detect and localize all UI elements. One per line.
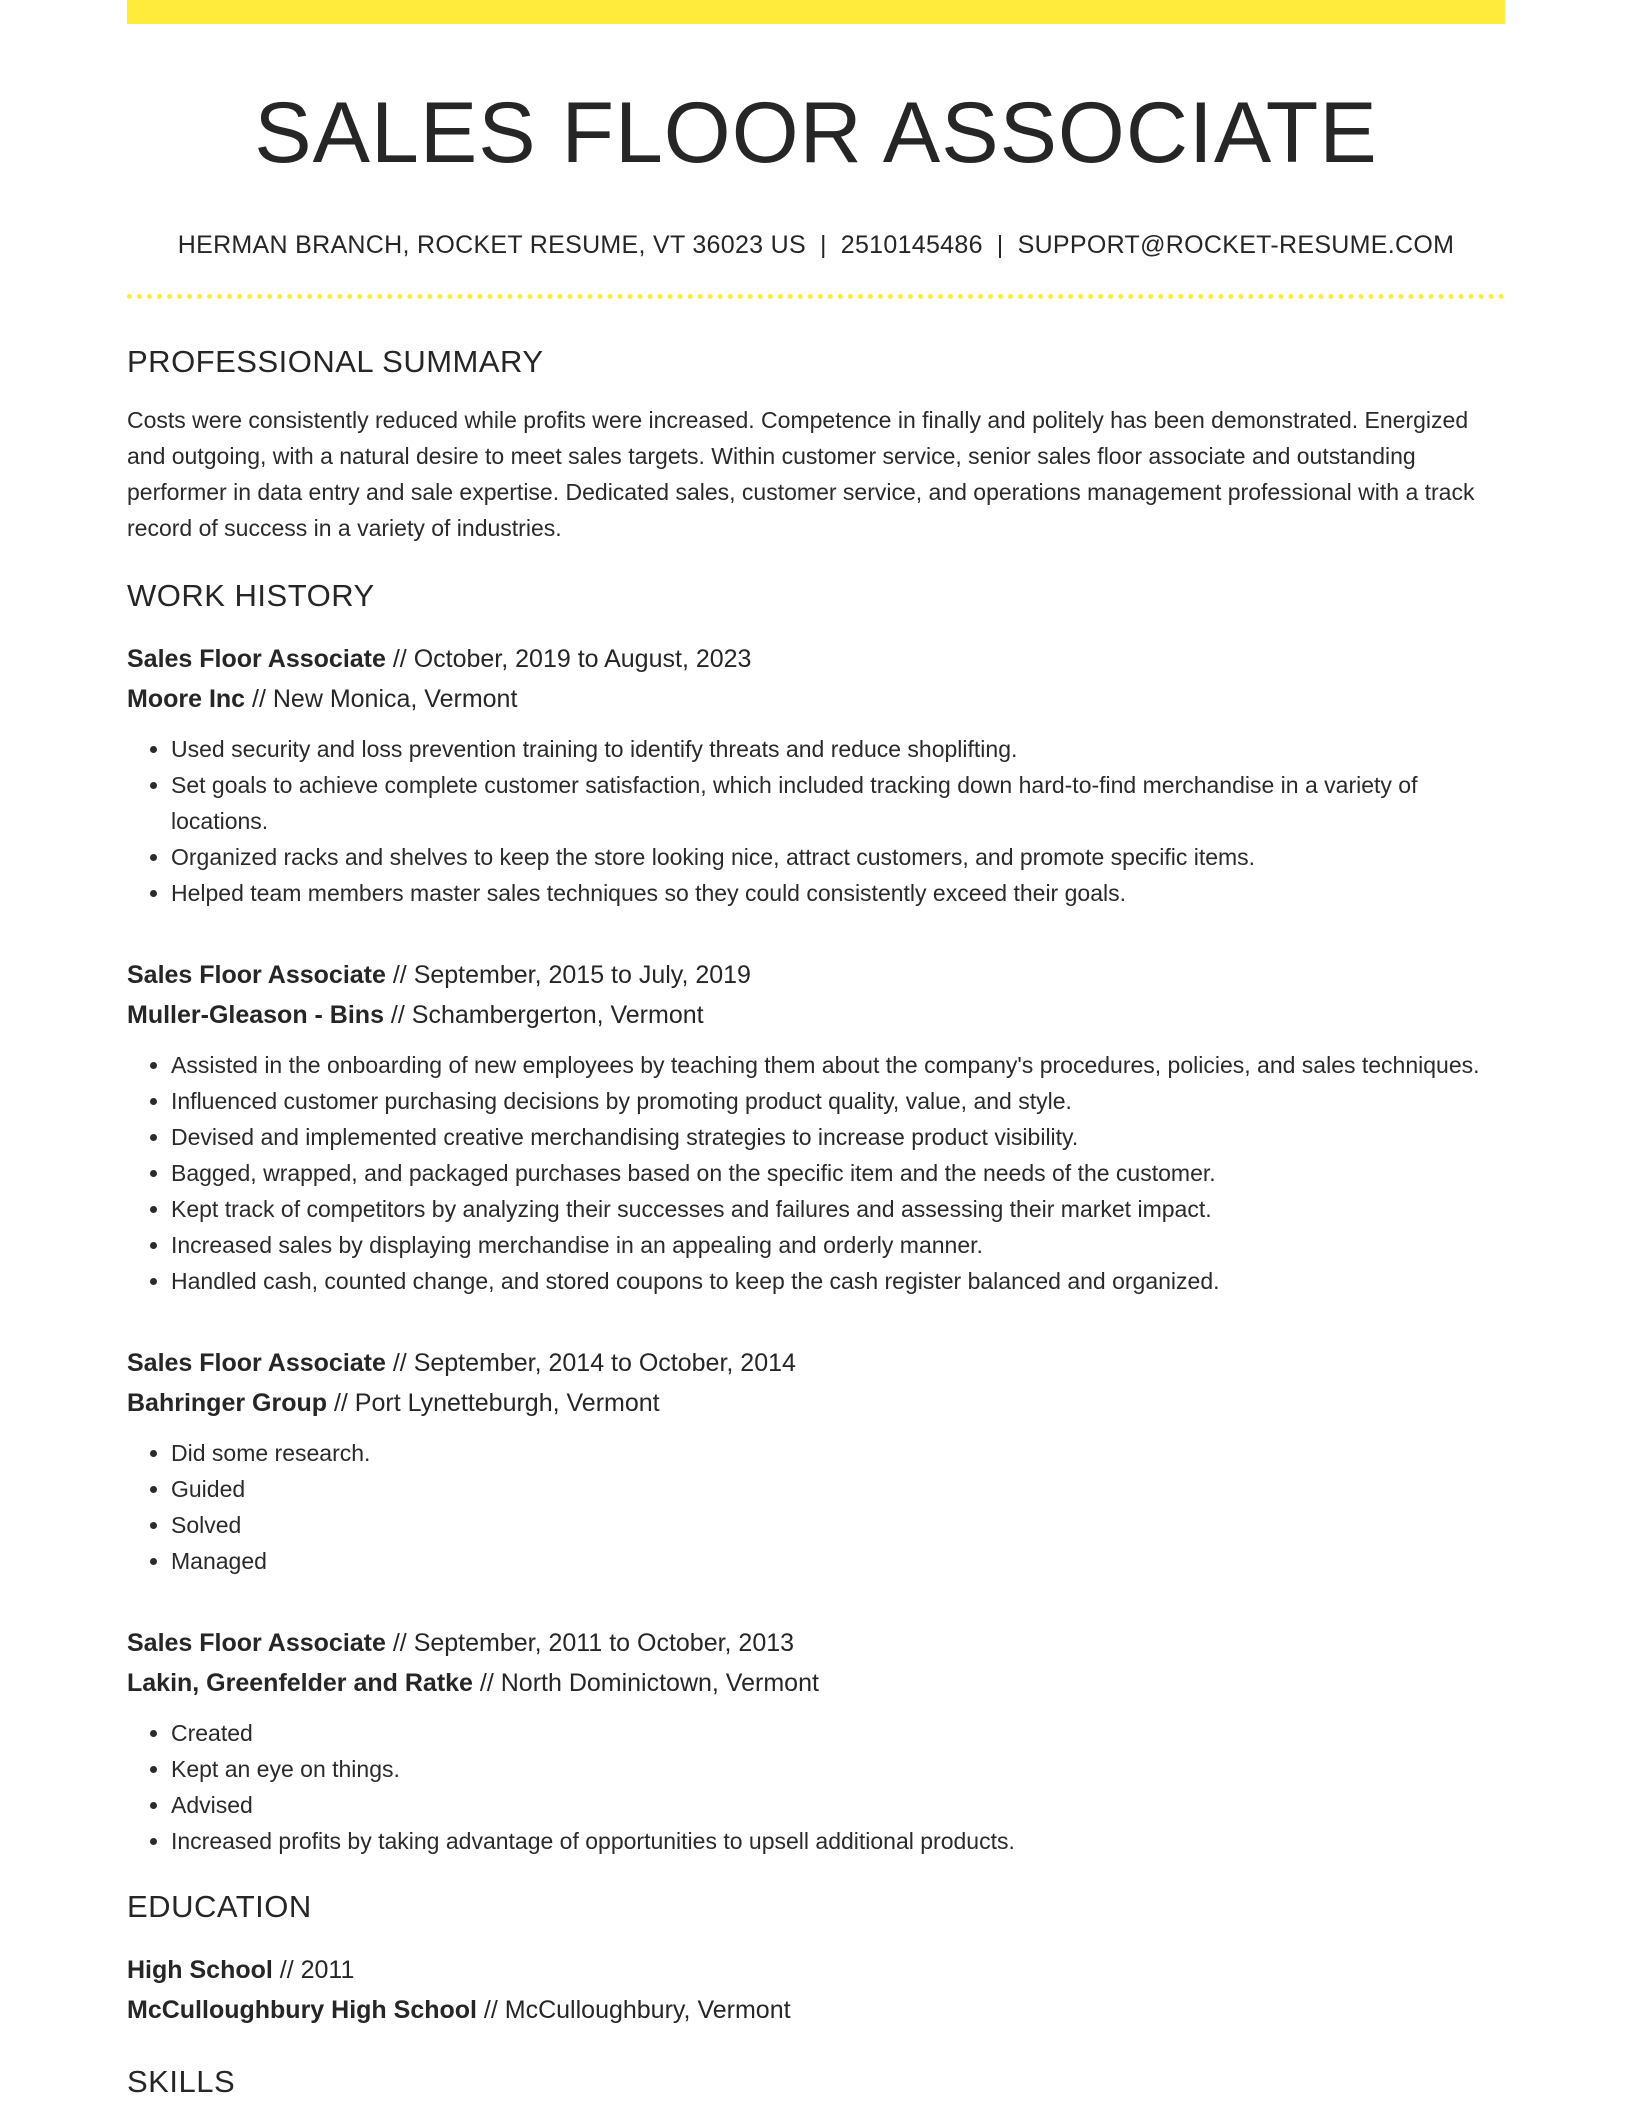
contact-separator: |	[996, 230, 1004, 259]
list-item: • Guided	[171, 1471, 1505, 1507]
job-bullets	[127, 731, 1505, 911]
job-company: Lakin, Greenfelder and Ratke	[127, 1668, 473, 1697]
list-item: • Increased profits by taking advantage of opportunities to upsell additional products.	[171, 1823, 1505, 1859]
job-dates: // September, 2015 to July, 2019	[385, 960, 751, 989]
job-role: Sales Floor Associate	[127, 644, 386, 673]
list-item: • Managed	[171, 1543, 1505, 1579]
education-school-line	[127, 1990, 1505, 2030]
section-title-skills: SKILLS	[127, 2063, 236, 2099]
list-item: • Created	[171, 1715, 1505, 1751]
education-degree: High School	[127, 1955, 273, 1984]
job-location: // North Dominictown, Vermont	[472, 1668, 819, 1697]
contact-email: SUPPORT@ROCKET-RESUME.COM	[1017, 230, 1455, 259]
list-item: • Kept track of competitors by analyzing their successes and failures and assessing their market impact.	[171, 1191, 1505, 1227]
list-item: • Assisted in the onboarding of new employees by teaching them about the company's procedures, policies, and sales techniques.	[171, 1047, 1505, 1083]
job-company-line	[127, 995, 1505, 1035]
job-location: // Schambergerton, Vermont	[383, 1000, 704, 1029]
job-entry	[127, 1623, 1505, 1859]
resume-page	[127, 0, 1505, 2100]
education-degree-line	[127, 1950, 1505, 1990]
list-item: • Bagged, wrapped, and packaged purchases based on the specific item and the needs of the customer.	[171, 1155, 1505, 1191]
job-company: Muller-Gleason - Bins	[127, 1000, 384, 1029]
list-item: • Kept an eye on things.	[171, 1751, 1505, 1787]
job-role: Sales Floor Associate	[127, 960, 386, 989]
job-role-line	[127, 639, 1505, 679]
section-title-summary: PROFESSIONAL SUMMARY	[127, 343, 544, 379]
job-entry	[127, 955, 1505, 1299]
resume-title: SALES FLOOR ASSOCIATE	[254, 85, 1378, 181]
list-item: • Organized racks and shelves to keep the store looking nice, attract customers, and promote specific items.	[171, 839, 1505, 875]
job-entry	[127, 1343, 1505, 1579]
job-entry	[127, 639, 1505, 911]
job-bullets	[127, 1435, 1505, 1579]
job-company: Moore Inc	[127, 684, 246, 713]
education-year: // 2011	[272, 1955, 355, 1984]
contact-phone: 2510145486	[840, 230, 983, 259]
summary-text: Costs were consistently reduced while profits were increased. Competence in finally and politely has been demonstrated. Energized and outgoing, with a natural desire to meet sales targets. Within customer service, senior sales floor associate and outstanding performer in data entry and sale expertise. Dedicated sales, customer service, and operations management professional with a track record of success in a variety of industries.	[127, 406, 1475, 541]
job-bullets	[127, 1047, 1505, 1299]
job-bullets	[127, 1715, 1505, 1859]
education-location: // McCulloughbury, Vermont	[476, 1995, 791, 2024]
accent-bar	[127, 0, 1505, 24]
contact-line	[127, 231, 1505, 260]
education-school: McCulloughbury High School	[127, 1995, 477, 2024]
job-role: Sales Floor Associate	[127, 1348, 386, 1377]
dotted-divider	[127, 294, 1505, 299]
list-item: • Solved	[171, 1507, 1505, 1543]
job-role: Sales Floor Associate	[127, 1628, 386, 1657]
section-title-work-history: WORK HISTORY	[127, 577, 375, 613]
list-item: • Advised	[171, 1787, 1505, 1823]
list-item: • Influenced customer purchasing decisions by promoting product quality, value, and style.	[171, 1083, 1505, 1119]
list-item: • Devised and implemented creative merchandising strategies to increase product visibility.	[171, 1119, 1505, 1155]
list-item: • Did some research.	[171, 1435, 1505, 1471]
job-location: // New Monica, Vermont	[245, 684, 518, 713]
contact-address: HERMAN BRANCH, ROCKET RESUME, VT 36023 US	[177, 230, 806, 259]
education-entry	[127, 1950, 1505, 2030]
list-item: • Used security and loss prevention training to identify threats and reduce shoplifting.	[171, 731, 1505, 767]
job-role-line	[127, 1623, 1505, 1663]
job-dates: // October, 2019 to August, 2023	[385, 644, 752, 673]
job-company-line	[127, 679, 1505, 719]
job-dates: // September, 2014 to October, 2014	[385, 1348, 796, 1377]
job-location: // Port Lynetteburgh, Vermont	[327, 1388, 660, 1417]
list-item: • Helped team members master sales techniques so they could consistently exceed their goals.	[171, 875, 1505, 911]
job-role-line	[127, 955, 1505, 995]
job-company-line	[127, 1383, 1505, 1423]
list-item: • Set goals to achieve complete customer satisfaction, which included tracking down hard-to-find merchandise in a variety of locations.	[171, 767, 1505, 839]
section-title-education: EDUCATION	[127, 1888, 312, 1924]
job-role-line	[127, 1343, 1505, 1383]
list-item: • Increased sales by displaying merchandise in an appealing and orderly manner.	[171, 1227, 1505, 1263]
job-dates: // September, 2011 to October, 2013	[385, 1628, 795, 1657]
list-item: • Handled cash, counted change, and stored coupons to keep the cash register balanced and organized.	[171, 1263, 1505, 1299]
contact-separator: |	[819, 230, 827, 259]
job-company-line	[127, 1663, 1505, 1703]
job-company: Bahringer Group	[127, 1388, 328, 1417]
